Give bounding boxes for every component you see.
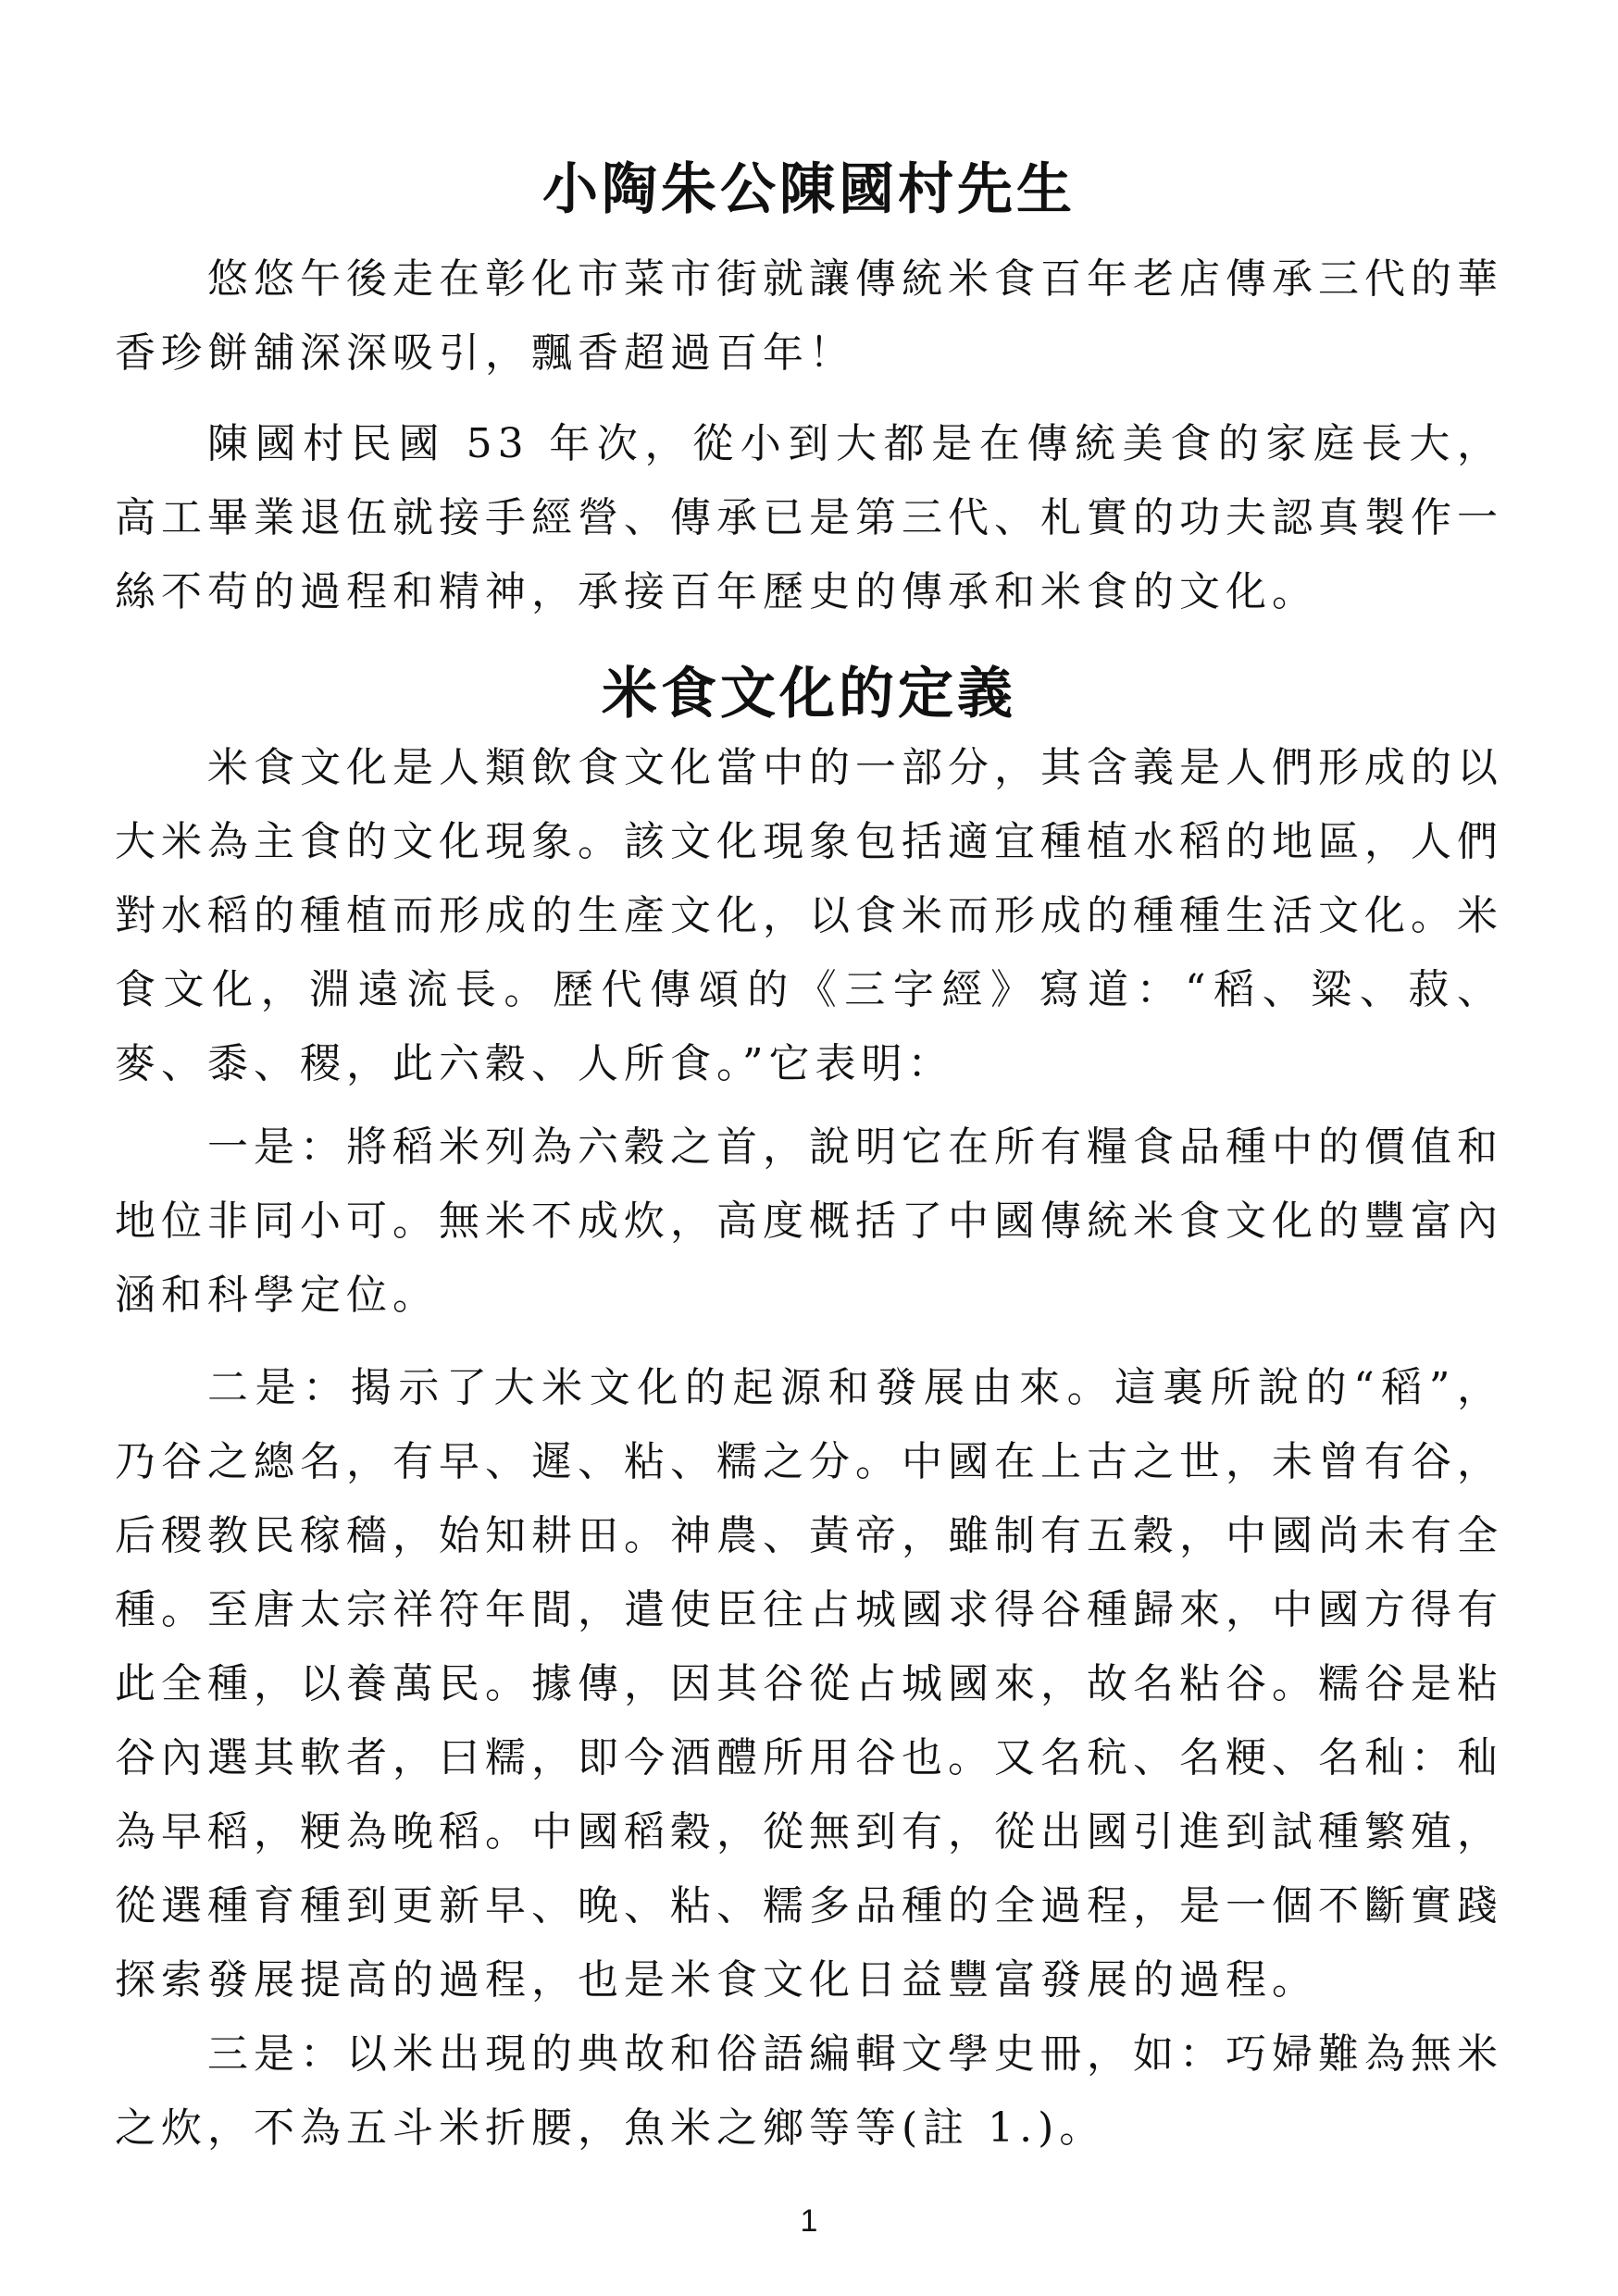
page-title: 小陶朱公陳國村先生 xyxy=(542,157,1076,222)
section-paragraph-2: 一是：將稻米列為六穀之首，說明它在所有糧食品種中的價值和地位非同小可。無米不成炊，高度概括了中國傳統米食文化的豐富內涵和科學定位。 xyxy=(115,1123,1503,1319)
page-number: 1 xyxy=(800,2203,818,2239)
section-paragraph-3: 二是：揭示了大米文化的起源和發展由來。這裏所說的“稻”，乃谷之總名，有早、遲、粘、糯之分。中國在上古之世，未曾有谷，后稷教民稼穡，始知耕田。神農、黃帝，雖制有五穀，中國尚未有全種。至唐太宗祥符年間，遣使臣往占城國求得谷種歸來，中國方得有此全種，以養萬民。據傳，因其谷從占城國來，故名粘谷。糯谷是粘谷內選其軟者，曰糯，即今酒醴所用谷也。又名秔、名粳、名秈：秈為早稻，粳為晚稻。中國稻穀，從無到有，從出國引進到試種繁殖，從選種育種到更新早、晚、粘、糯多品種的全過程，是一個不斷實踐探索發展提高的過程，也是米食文化日益豐富發展的過程。 xyxy=(115,1364,1503,2004)
intro-paragraph-2: 陳國村民國 53 年次，從小到大都是在傳統美食的家庭長大，高工畢業退伍就接手經營、傳承已是第三代、札實的功夫認真製作一絲不苟的過程和精神，承接百年歷史的傳承和米食的文化。 xyxy=(115,420,1503,615)
section-paragraph-1: 米食文化是人類飲食文化當中的一部分，其含義是人們形成的以大米為主食的文化現象。該文化現象包括適宜種植水稻的地區，人們對水稻的種植而形成的生產文化，以食米而形成的種種生活文化。米食文化，淵遠流長。歷代傳頌的《三字經》寫道：“稻、粱、菽、麥、黍、稷，此六穀、人所食。”它表明： xyxy=(115,744,1503,1087)
section-title: 米食文化的定義 xyxy=(602,662,1016,726)
section-paragraph-4: 三是：以米出現的典故和俗語編輯文學史冊，如：巧婦難為無米之炊，不為五斗米折腰，魚米之鄉等等(註 1.)。 xyxy=(115,2030,1503,2152)
intro-paragraph-1: 悠悠午後走在彰化市菜市街就讓傳統米食百年老店傳承三代的華香珍餅舖深深吸引，飄香超過百年！ xyxy=(115,255,1503,377)
